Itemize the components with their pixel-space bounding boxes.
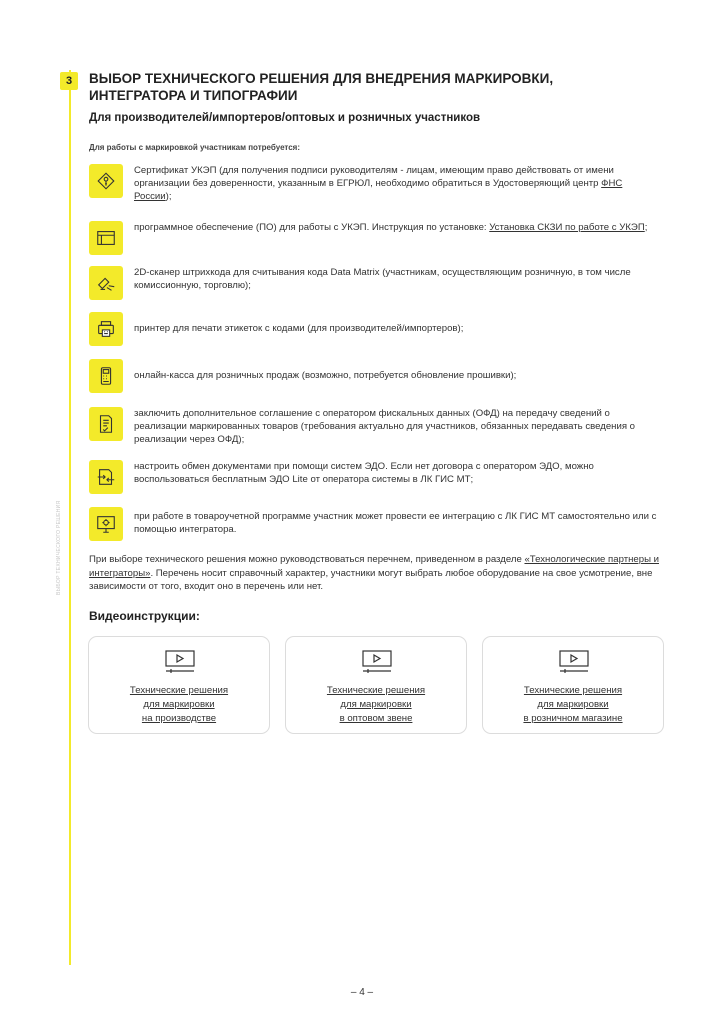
video-label-line: Технические решения xyxy=(129,685,229,696)
page-subtitle: Для производителей/импортеров/оптовых и розничных участников xyxy=(89,112,481,124)
document-exchange-icon xyxy=(89,460,123,494)
video-card-production[interactable] xyxy=(88,636,270,734)
label-printer-icon xyxy=(89,312,123,346)
page-number: – 4 – xyxy=(350,987,374,998)
skzi-install-link[interactable]: Установка СКЗИ по работе с УКЭП xyxy=(489,222,645,233)
requirement-text: заключить дополнительное соглашение с оператором фискальных данных (ОФД) на передачу сведений о реализации маркированных товаров (требования актуально для участников, обязанных передавать сведения о реализации через ОФД); xyxy=(134,408,636,446)
step-number-badge: 3 xyxy=(60,72,78,90)
video-card-retail[interactable] xyxy=(482,636,664,734)
requirement-text: настроить обмен документами при помощи систем ЭДО. Если нет договора с оператором ЭДО, можно воспользоваться бесплатным ЭДО Lite от оператора системы в ЛК ГИС МТ; xyxy=(134,461,594,486)
page-title: ВЫБОР ТЕХНИЧЕСКОГО РЕШЕНИЯ ДЛЯ ВНЕДРЕНИЯ МАРКИРОВКИ, ИНТЕГРАТОРА И ТИПОГРАФИИ xyxy=(89,71,554,103)
video-play-icon xyxy=(362,650,392,674)
requirement-text: принтер для печати этикеток с кодами (для производителей/импортеров); xyxy=(134,323,464,334)
side-accent-rule xyxy=(69,70,71,965)
video-play-icon xyxy=(559,650,589,674)
video-card-wholesale[interactable] xyxy=(285,636,467,734)
certificate-key-icon xyxy=(89,164,123,198)
agreement-document-icon xyxy=(89,407,123,441)
video-label-line: для маркировки xyxy=(143,699,215,710)
video-section-title: Видеоинструкции: xyxy=(89,609,200,623)
video-label-line: Технические решения xyxy=(326,685,426,696)
barcode-scanner-icon xyxy=(89,266,123,300)
requirement-text: при работе в товароучетной программе участник может провести ее интеграцию с ЛК ГИС МТ самостоятельно или с помощью интегратора. xyxy=(134,511,657,536)
side-section-label: ВЫБОР ТЕХНИЧЕСКОГО РЕШЕНИЯ xyxy=(56,500,62,595)
requirement-text: программное обеспечение (ПО) для работы с УКЭП. Инструкция по установке: xyxy=(134,222,490,233)
tech-partners-link[interactable]: «Технологические партнеры и интеграторы» xyxy=(89,554,659,579)
video-label-line: в оптовом звене xyxy=(339,713,413,724)
video-play-icon xyxy=(165,650,195,674)
requirement-text: 2D-сканер штрихкода для считывания кода Data Matrix (участникам, осуществляющим розничную, в том числе комиссионную, торговлю); xyxy=(134,267,631,292)
integration-monitor-icon xyxy=(89,507,123,541)
software-window-icon xyxy=(89,221,123,255)
video-label-line: Технические решения xyxy=(523,685,623,696)
video-label-line: на производстве xyxy=(141,713,217,724)
selection-note: При выборе технического решения можно руководствоваться перечнем, приведенном в разделе «Технологические партнеры и интеграторы». Перечень носит справочный характер, участники могут выбрать любое оборудование на свое усмотрение, вне зависимости от того, входит оно в перечень или нет. xyxy=(89,554,659,592)
requirements-label: Для работы с маркировкой участникам потребуется: xyxy=(89,143,301,152)
cash-register-icon xyxy=(89,359,123,393)
requirement-text: Сертификат УКЭП (для получения подписи руководителям - лицам, имеющим право действовать от имени организации без доверенности, указанным в ЕГРЮЛ, необходимо обратиться в Удостоверяющий центр xyxy=(134,165,614,190)
video-label-line: для маркировки xyxy=(537,699,609,710)
video-label-line: в розничном магазине xyxy=(523,713,623,724)
fns-link[interactable]: ФНС России xyxy=(134,178,623,203)
video-label-line: для маркировки xyxy=(340,699,412,710)
requirement-text: онлайн-касса для розничных продаж (возможно, потребуется обновление прошивки); xyxy=(134,370,517,381)
